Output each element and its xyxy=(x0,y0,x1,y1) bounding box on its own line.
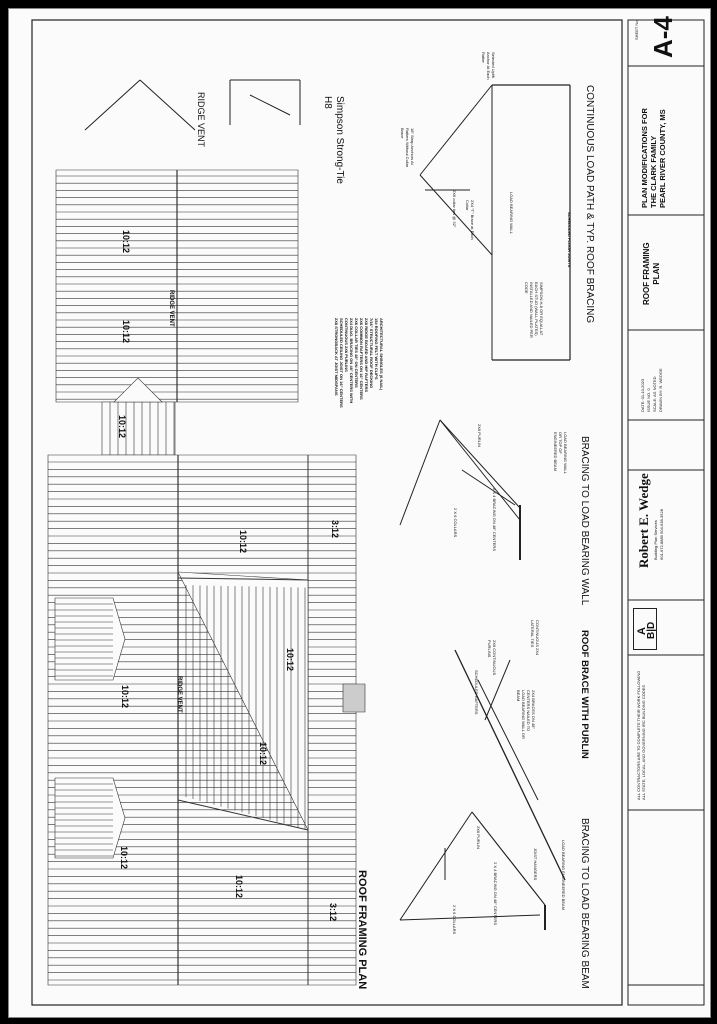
pitch-label: 10:12 xyxy=(285,648,295,672)
ridge-vent-detail-title: RIDGE VENT xyxy=(196,92,206,148)
firm-logo: A B|D xyxy=(633,608,657,650)
ridge-vent-roof xyxy=(140,80,195,130)
pitch-label: 10:12 xyxy=(120,685,130,709)
pitch-label: 10:12 xyxy=(258,742,268,766)
beam-label: 2X6 PURLIN xyxy=(476,826,481,849)
ridge-vent-label-upper: RIDGE VENT xyxy=(168,290,174,327)
sheet-label: SHEET No. xyxy=(634,19,639,40)
wall-label: LOAD BEARING WALL OR TOP OF ENGINEERED BEAM xyxy=(553,432,568,474)
beam-label: 2 X 6 COLLARS xyxy=(452,905,457,935)
detail-title-wall: BRACING TO LOAD BEARING WALL xyxy=(579,436,590,606)
beam-label: LOAD BEARING ENGINEERED BEAM xyxy=(561,840,566,911)
purlin-label: 2X6 CONTINUOUS PURLINS xyxy=(487,640,497,676)
rafter xyxy=(420,85,492,175)
chimney xyxy=(343,684,365,712)
wall-label: 2X6 PURLIN xyxy=(477,424,482,447)
purlin-label: SCHEDULED RAFTERS xyxy=(474,670,479,715)
gable-outline xyxy=(102,402,175,455)
load-path-label: 2X4 "T" Brace at Each Collar xyxy=(465,200,475,240)
load-path-label: SIMPSON H-8 OR EQUAL AT EACH STUD (WALL PLATES) INSTALLED AND NAILED PER CODE xyxy=(524,282,544,338)
wall-label: 2 X 4 BRACING ON 48" CENTERS xyxy=(492,488,497,551)
load-path-label: 2X6 collar ties @ 32" xyxy=(452,190,457,228)
framing-notes: ARCHITECTURAL SHINGLES (6 NAIL) 15# ROOFING FELT WITH CLIPS 7/16" STRUCTURAL ROOF DECKING 2X8 RIDGE BOARD AND HIP RAFTERS 2X6 COMMON RAFTERS ON 16" CENTERS 2X6 COLLAR TIES 48" ON CENTERS 2X4 DIAG. BRACING ON 48" CENTERS WITH CONTINUOUS 2X6 PURLINS SCHEDULED CEILING JOIST ON 16" CENTERS 2X8 STRONGBACK AT JOIST MIDSPANS xyxy=(334,318,384,408)
sheet-number: A-4 xyxy=(648,16,678,58)
designer-name: Robert E. Wedge xyxy=(636,473,651,568)
simpson-title: Simpson Strong-Tie H8 xyxy=(322,96,345,184)
pitch-label: 3:12 xyxy=(328,903,338,922)
load-path-label: Selected Uplift Anchor At Each Rafter xyxy=(481,52,496,80)
rafter xyxy=(400,420,440,525)
pitch-label: 10:12 xyxy=(238,530,248,554)
info-block: DATE: 01-10-2023 ISSUE NO. 0 SCALE: AS NOTED DRAWN BY: R. WEDGE xyxy=(640,368,663,412)
main-roof-outline xyxy=(48,455,356,985)
contractor-note: ALL CONTRACTORS ARE TO COMPLETE THEIR WORK FOLLOWING ALL STATE, LOCAL, AND GOVERNING IRC BUILDING CODES xyxy=(636,670,646,800)
brace xyxy=(400,915,540,920)
pitch-label: 10:12 xyxy=(119,846,129,870)
load-path-label: SCHEDULED FLOOR JOISTS xyxy=(567,212,572,268)
purlin-label: CONTINUOUS 2X4 LATERAL TIES xyxy=(530,620,540,656)
ridge-vent-roof xyxy=(85,80,140,130)
pitch-label: 10:12 xyxy=(121,230,131,254)
beam-label: 2 X 4 BRACING ON 48" CENTERS xyxy=(493,862,498,925)
project-title: PLAN MODIFICATIONS FOR THE CLARK FAMILY PEARL RIVER COUNTY, MS xyxy=(640,108,667,208)
ridge-vent-label-lower: RIDGE VENT xyxy=(176,676,182,713)
plan-title: ROOF FRAMING PLAN xyxy=(356,870,368,990)
drawing-title: ROOF FRAMING PLAN xyxy=(642,242,661,305)
detail-title-beam: BRACING TO LOAD BEARING BEAM xyxy=(579,818,590,989)
brace xyxy=(462,470,515,505)
detail-title-purlin: ROOF BRACE WITH PURLIN xyxy=(579,630,590,759)
pitch-label: 3:12 xyxy=(330,520,340,539)
purlin-label: 2X4 BRACES ON 48" CENTERS NAILED TO LOAD BEARING WALL OR BEAM xyxy=(516,690,536,739)
strap-sketch xyxy=(250,95,290,115)
pitch-label: 10:12 xyxy=(117,415,127,439)
rafter xyxy=(400,812,472,920)
pitch-label: 10:12 xyxy=(234,875,244,899)
scheduled-rafter xyxy=(455,650,565,880)
wall-label: 2 X 6 COLLARS xyxy=(453,508,458,538)
load-path-label: LOAD BEARING WALL xyxy=(509,192,514,234)
load-path-label: 18" Strap Anchors At Rafters Without Collar Brace xyxy=(400,128,415,168)
detail-title-load-path: CONTINUOUS LOAD PATH & TYP. ROOF BRACING xyxy=(584,85,595,324)
pitch-label: 10:12 xyxy=(121,320,131,344)
beam-label: JOIST HANGERS xyxy=(533,848,538,881)
designer-info: Building Plan Services 601-672-8889 504-638-3528 xyxy=(653,509,664,560)
